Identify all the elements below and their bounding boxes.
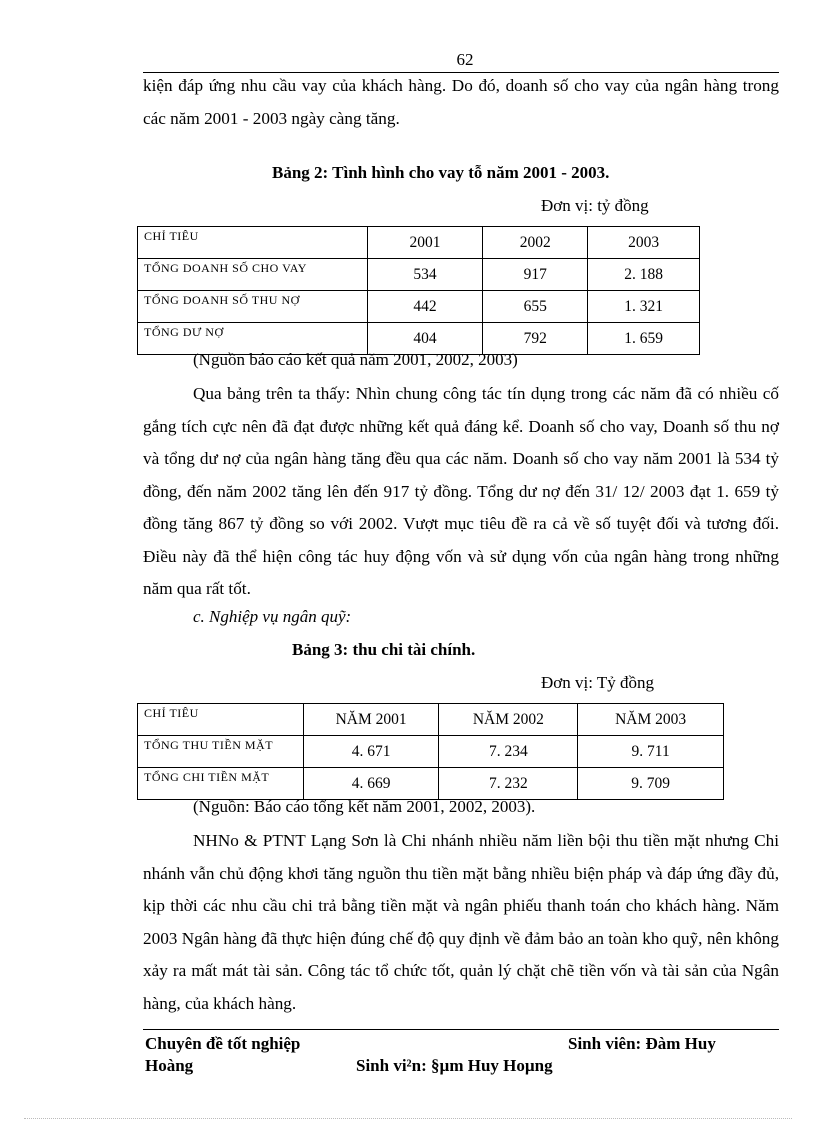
intro-paragraph [143,70,779,135]
table3-header-cell: NĂM 2002 [439,704,578,736]
table2-cell: 917 [483,259,588,291]
table-header-row [138,704,724,736]
table2 [137,226,700,355]
table3-cell: 4. 669 [303,768,439,800]
table3-source: (Nguồn: Báo cáo tổng kết năm 2001, 2002, 2003). [193,797,536,816]
footer-line2-mid: Sinh vi²n: §µm Huy Hoµng [356,1056,553,1075]
table3-cell: 7. 234 [439,736,578,768]
table3-cell: 4. 671 [303,736,439,768]
table3-cell: 7. 232 [439,768,578,800]
table2-cell: TỔNG DOANH SỐ CHO VAY [138,259,368,291]
table3-header-cell: NĂM 2001 [303,704,439,736]
table3-cell: 9. 711 [578,736,724,768]
table2-cell: 442 [367,291,483,323]
table2-cell: 1. 321 [588,291,700,323]
bottom-divider [24,1118,792,1119]
footer-left: Chuyên đề tốt nghiệp [145,1034,301,1053]
page-number: 62 [456,50,474,69]
table2-cell: 2. 188 [588,259,700,291]
table3-title: Bảng 3: thu chi tài chính. [292,640,476,659]
table2-unit: Đơn vị: tỷ đồng [541,196,649,215]
table3-cell: 9. 709 [578,768,724,800]
table3 [137,703,724,800]
table2-cell: 404 [367,323,483,355]
table2-header-cell: 2002 [483,227,588,259]
table3-header-cell: NĂM 2003 [578,704,724,736]
table3-cell: TỔNG THU TIỀN MẶT [138,736,304,768]
table3-unit: Đơn vị: Tỷ đồng [541,673,655,692]
table3-cell: TỔNG CHI TIỀN MẶT [138,768,304,800]
footer-line2-left: Hoàng [145,1056,194,1075]
table2-cell: 792 [483,323,588,355]
footer-rule [143,1029,779,1030]
table-row [138,259,700,291]
cash-paragraph: NHNo & PTNT Lạng Sơn là Chi nhánh nhiều năm liền bội thu tiền mặt nhưng Chi nhánh vẫn chủ động khơi tăng nguồn thu tiền mặt bằng nhiều biện pháp và đáp ứng đầy đủ, kịp thời các nhu cầu chi trả bằng tiền mặt và ngân phiếu thanh toán cho khách hàng. Năm 2003 Ngân hàng đã thực hiện đúng chế độ quy định về đảm bảo an toàn kho quỹ, nên không xảy ra mất mát tài sản. Công tác tổ chức tốt, quản lý chặt chẽ tiền vốn và tài sản của Ngân hàng, của khách hàng. [143,831,779,1013]
table3-header-cell: CHỈ TIÊU [138,704,304,736]
analysis-paragraph: Qua bảng trên ta thấy: Nhìn chung công tác tín dụng trong các năm đã có nhiều cố gắng tích cực nên đã đạt được những kết quả đáng kể. Doanh số cho vay, Doanh số thu nợ và tổng dư nợ của ngân hàng tăng đều qua các năm. Doanh số cho vay năm 2001 là 534 tỷ đồng, đến năm 2002 tăng lên đến 917 tỷ đồng. Tổng dư nợ đến 31/ 12/ 2003 đạt 1. 659 tỷ đồng tăng 867 tỷ đồng so với 2002. Vượt mục tiêu đề ra cả về số tuyệt đối và tương đối. Điều này đã thể hiện công tác huy động vốn và sử dụng vốn của ngân hàng trong những năm qua rất tốt. [143,384,779,598]
table2-cell: 1. 659 [588,323,700,355]
table2-cell: 655 [483,291,588,323]
table2-header-cell: CHỈ TIÊU [138,227,368,259]
table2-header-cell: 2003 [588,227,700,259]
table2-cell: TỔNG DƯ NỢ [138,323,368,355]
table2-source: (Nguồn báo cáo kết quả năm 2001, 2002, 2003) [193,350,518,369]
intro-paragraph-text: kiện đáp ứng nhu cầu vay của khách hàng. Do đó, doanh số cho vay của ngân hàng trong các năm 2001 - 2003 ngày càng tăng. [143,76,779,128]
table2-cell: TỔNG DOANH SỐ THU NỢ [138,291,368,323]
table2-title: Bảng 2: Tình hình cho vay tỗ năm 2001 - 2003. [272,163,610,182]
table-row [138,291,700,323]
table-header-row [138,227,700,259]
table2-cell: 534 [367,259,483,291]
table2-header-cell: 2001 [367,227,483,259]
footer-right: Sinh viên: Đàm Huy [568,1034,716,1053]
table-row [138,736,724,768]
subheading: c. Nghiệp vụ ngân quỹ: [193,607,352,626]
table-row [138,768,724,800]
